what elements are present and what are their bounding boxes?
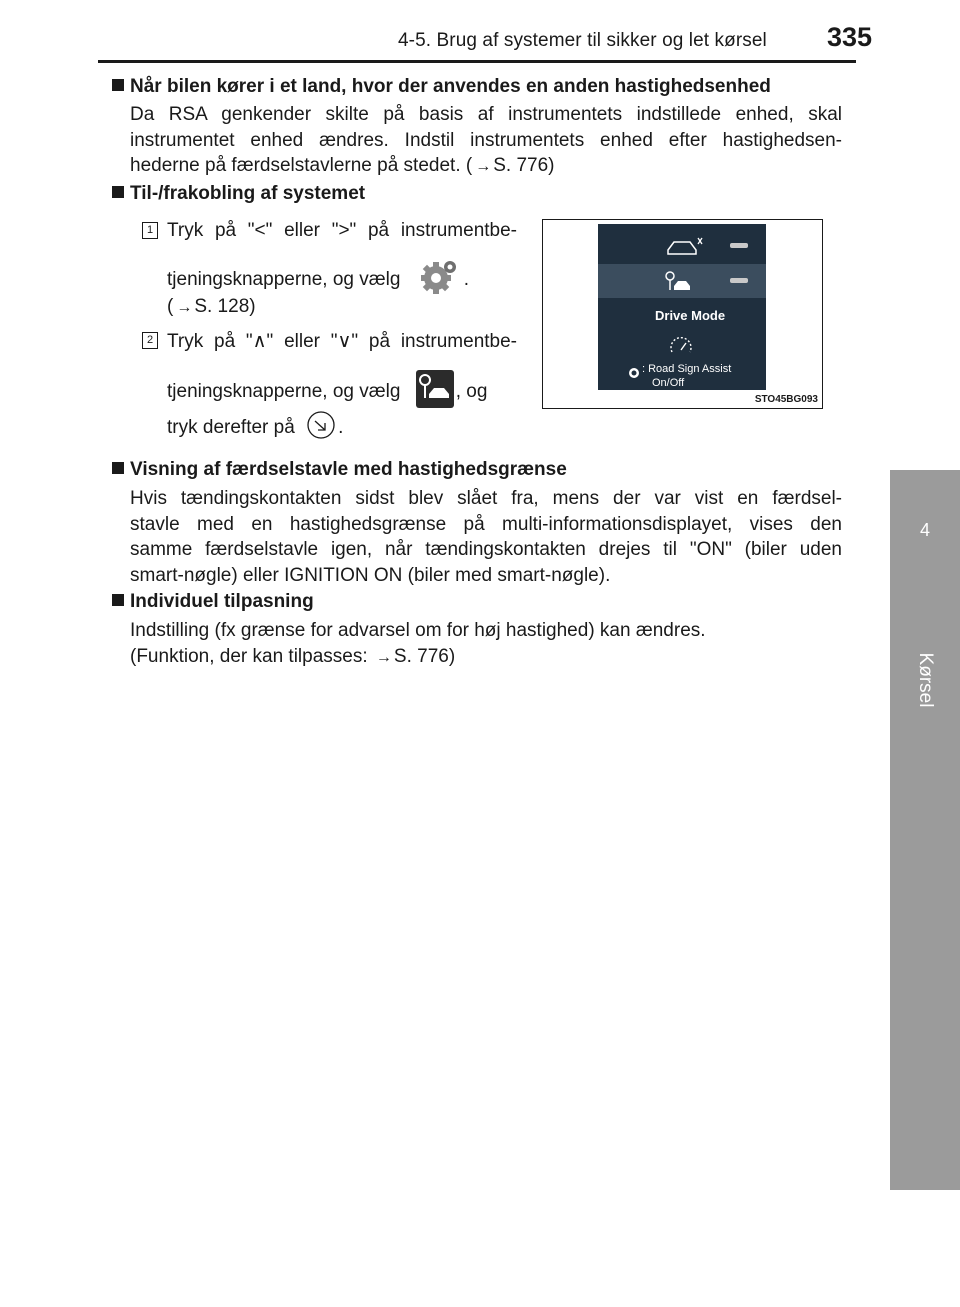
square-bullet-icon <box>112 186 124 198</box>
text-line <box>167 410 517 446</box>
text-line <box>167 258 517 296</box>
section-body-speed-sign-display <box>130 486 842 588</box>
legend-line-1: : Road Sign Assist <box>642 363 732 375</box>
gear-icon <box>420 258 460 302</box>
chapter-header: 4-5. Brug af systemer til sikker og let kørsel <box>398 30 767 51</box>
text-line: Tryk på "∧" eller "∨" på instrumentbe- <box>167 331 517 352</box>
figure-code: STO45BG093 <box>754 394 818 405</box>
section-body-speed-unit <box>130 102 842 180</box>
step-2-text <box>167 330 517 446</box>
menu-row-gauge <box>598 328 766 362</box>
section-heading-text: Til-/frakobling af systemet <box>130 183 366 204</box>
chapter-number: 4 <box>919 520 930 540</box>
text-fragment: , og <box>455 381 488 403</box>
section-heading-speed-sign-display <box>112 459 567 481</box>
text-line: Hvis tændingskontakten sidst blev slået fra, mens der var vist en færdsel- <box>130 488 842 509</box>
text-line: stavle med en hastighedsgrænse på multi-informationsdisplayet, vises den <box>130 513 842 535</box>
page-reference: S. 776) <box>393 645 456 667</box>
section-heading-text: Når bilen kører i et land, hvor der anvendes en anden hastighedsenhed <box>130 76 771 97</box>
step-1-text <box>167 220 517 332</box>
text-line: smart-nøgle) eller IGNITION ON (biler med smart-nøgle). <box>130 564 611 586</box>
text-line <box>130 153 842 180</box>
display-illustration <box>542 219 823 409</box>
text-fragment: tjeningsknapperne, og vælg <box>167 269 401 291</box>
step-number-2: 2 <box>142 332 158 349</box>
legend-line-2: On/Off <box>652 377 685 389</box>
text-fragment: hederne på færdselstavlerne på stedet. ( <box>130 155 473 176</box>
right-arrow-icon: → <box>176 299 193 316</box>
page-reference: S. 128) <box>194 296 256 317</box>
right-arrow-icon: → <box>375 648 392 666</box>
section-heading-text: Visning af færdselstavle med hastighedsgrænse <box>130 459 567 480</box>
text-fragment: tjeningsknapperne, og vælg <box>167 381 401 403</box>
text-line: samme færdselstavle igen, når tændingskontakten drejes til "ON" (biler uden <box>130 539 842 560</box>
square-bullet-icon <box>112 79 124 91</box>
text-line: Indstilling (fx grænse for advarsel om for høj hastighed) kan ændres. <box>130 620 706 641</box>
right-arrow-icon: → <box>475 158 492 175</box>
text-fragment: (Funktion, der kan tilpasses: <box>130 645 373 667</box>
menu-row-car-settings <box>598 228 766 262</box>
button-indicator-icon <box>628 366 640 384</box>
chapter-side-tab <box>890 470 960 1190</box>
text-fragment: ( <box>167 296 174 317</box>
chapter-label: Kørsel <box>915 652 936 708</box>
text-fragment: . <box>463 269 469 291</box>
text-line: Tryk på "<" eller ">" på instrumentbe- <box>167 220 517 241</box>
page-number: 335 <box>827 22 873 52</box>
section-heading-toggle <box>112 183 365 205</box>
chapter-label-container <box>890 620 960 740</box>
step-number-1: 1 <box>142 222 158 239</box>
text-line <box>130 644 842 671</box>
text-line: Da RSA genkender skilte på basis af instrumentets indstillede enhed, skal <box>130 104 842 125</box>
multi-information-display <box>598 224 766 390</box>
drive-mode-label: Drive Mode <box>655 308 726 323</box>
text-fragment: . <box>338 417 344 439</box>
section-body-customization <box>130 618 842 670</box>
enter-button-icon <box>306 410 336 446</box>
header-rule <box>98 60 856 63</box>
menu-row-road-sign <box>598 264 766 298</box>
square-bullet-icon <box>112 594 124 606</box>
text-fragment: tryk derefter på <box>167 417 295 439</box>
section-heading-text: Individuel tilpasning <box>130 591 314 612</box>
square-bullet-icon <box>112 462 124 474</box>
text-line <box>167 296 517 332</box>
text-line <box>167 370 517 410</box>
section-heading-speed-unit <box>112 76 771 98</box>
text-line: instrumentet enhed ændres. Indstil instrumentets enhed efter hastighedsen- <box>130 129 842 151</box>
page-reference: S. 776) <box>493 155 555 176</box>
section-heading-customization <box>112 591 314 613</box>
road-sign-assist-icon <box>416 370 454 414</box>
